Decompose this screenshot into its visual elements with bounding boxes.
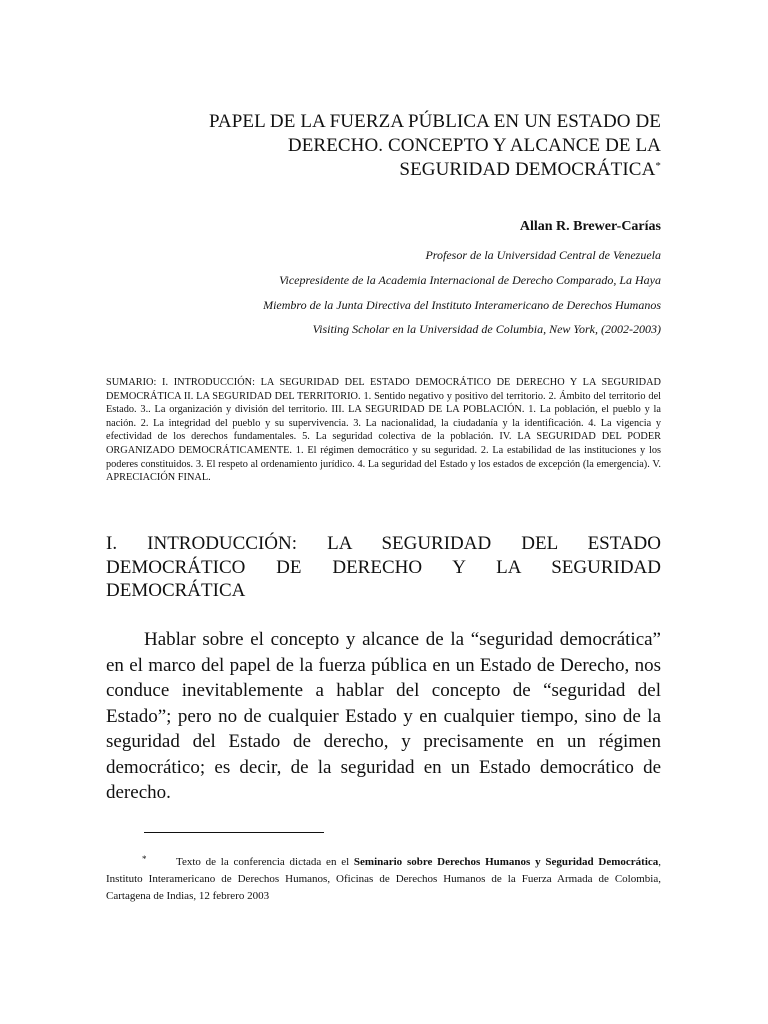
title-line-3 xyxy=(106,158,661,182)
author-affiliation-4: Visiting Scholar en la Universidad de Columbia, New York, (2002-2003) xyxy=(312,322,661,336)
footnote xyxy=(106,854,661,905)
author-name: Allan R. Brewer-Carías xyxy=(519,219,661,234)
title-footnote-mark[interactable]: * xyxy=(655,160,661,172)
body-paragraph: Hablar sobre el concepto y alcance de la “seguridad democrática” en el marco del papel de la fuerza pública en un Estado de Derecho, nos conduce inevitablemente a hablar del concepto de “seguridad del Estado”; pero no de cualquier Estado y en cualquier tiempo, sino de la seguridad del Estado de derecho, y precisamente en un régimen democrático; es decir, de la seguridad en un Estado democrático de derecho. xyxy=(106,629,661,803)
title-line-1: PAPEL DE LA FUERZA PÚBLICA EN UN ESTADO DE xyxy=(208,111,661,132)
title-line-3-text: SEGURIDAD DEMOCRÁTICA xyxy=(399,159,656,180)
title-line-2: DERECHO. CONCEPTO Y ALCANCE DE LA xyxy=(287,135,661,156)
author-affiliation-3: Miembro de la Junta Directiva del Instituto Interamericano de Derechos Humanos xyxy=(263,298,661,312)
author-affiliation-1: Profesor de la Universidad Central de Venezuela xyxy=(425,248,661,262)
footnote-text-after: , Instituto Interamericano de Derechos Humanos, Oficinas de Derechos Humanos de la Fuerza Armada de Colombia, Cartagena de Indias, 12 febrero 2003 xyxy=(106,856,662,902)
footnote-divider xyxy=(144,832,324,833)
footnote-mark: * xyxy=(142,854,147,864)
footnote-text-before: Texto de la conferencia dictada en el xyxy=(176,856,354,868)
author-affiliation-2: Vicepresidente de la Academia Internacional de Derecho Comparado, La Haya xyxy=(279,273,661,287)
section-heading: I. INTRODUCCIÓN: LA SEGURIDAD DEL ESTADO DEMOCRÁTICO DE DERECHO Y LA SEGURIDAD DEMOCRÁTICA xyxy=(106,533,661,601)
document-page xyxy=(106,0,661,1024)
document-title xyxy=(106,110,661,182)
footnote-seminar-title: Seminario sobre Derechos Humanos y Seguridad Democrática xyxy=(353,856,659,868)
summary-paragraph: SUMARIO: I. INTRODUCCIÓN: LA SEGURIDAD DEL ESTADO DEMOCRÁTICO DE DERECHO Y LA SEGURIDAD DEMOCRÁTICA II. LA SEGURIDAD DEL TERRITORIO. 1. Sentido negativo y positivo del territorio. 2. Ámbito del territorio del Estado. 3.. La organización y división del territorio. III. LA SEGURIDAD DE LA POBLACIÓN. 1. La población, el pueblo y la nación. 2. La integridad del pueblo y su supervivencia. 3. La nacionalidad, la ciudadanía y la identificación. 4. La vigencia y efectividad de los derechos fundamentales. 5. La seguridad colectiva de la población. IV. LA SEGURIDAD DEL PODER ORGANIZADO DEMOCRÁTICAMENTE. 1. El régimen democrático y su seguridad. 2. La estabilidad de las instituciones y los poderes constituidos. 3. El respeto al ordenamiento jurídico. 4. La seguridad del Estado y los estados de excepción (la emergencia). V. APRECIACIÓN FINAL. xyxy=(106,377,661,484)
